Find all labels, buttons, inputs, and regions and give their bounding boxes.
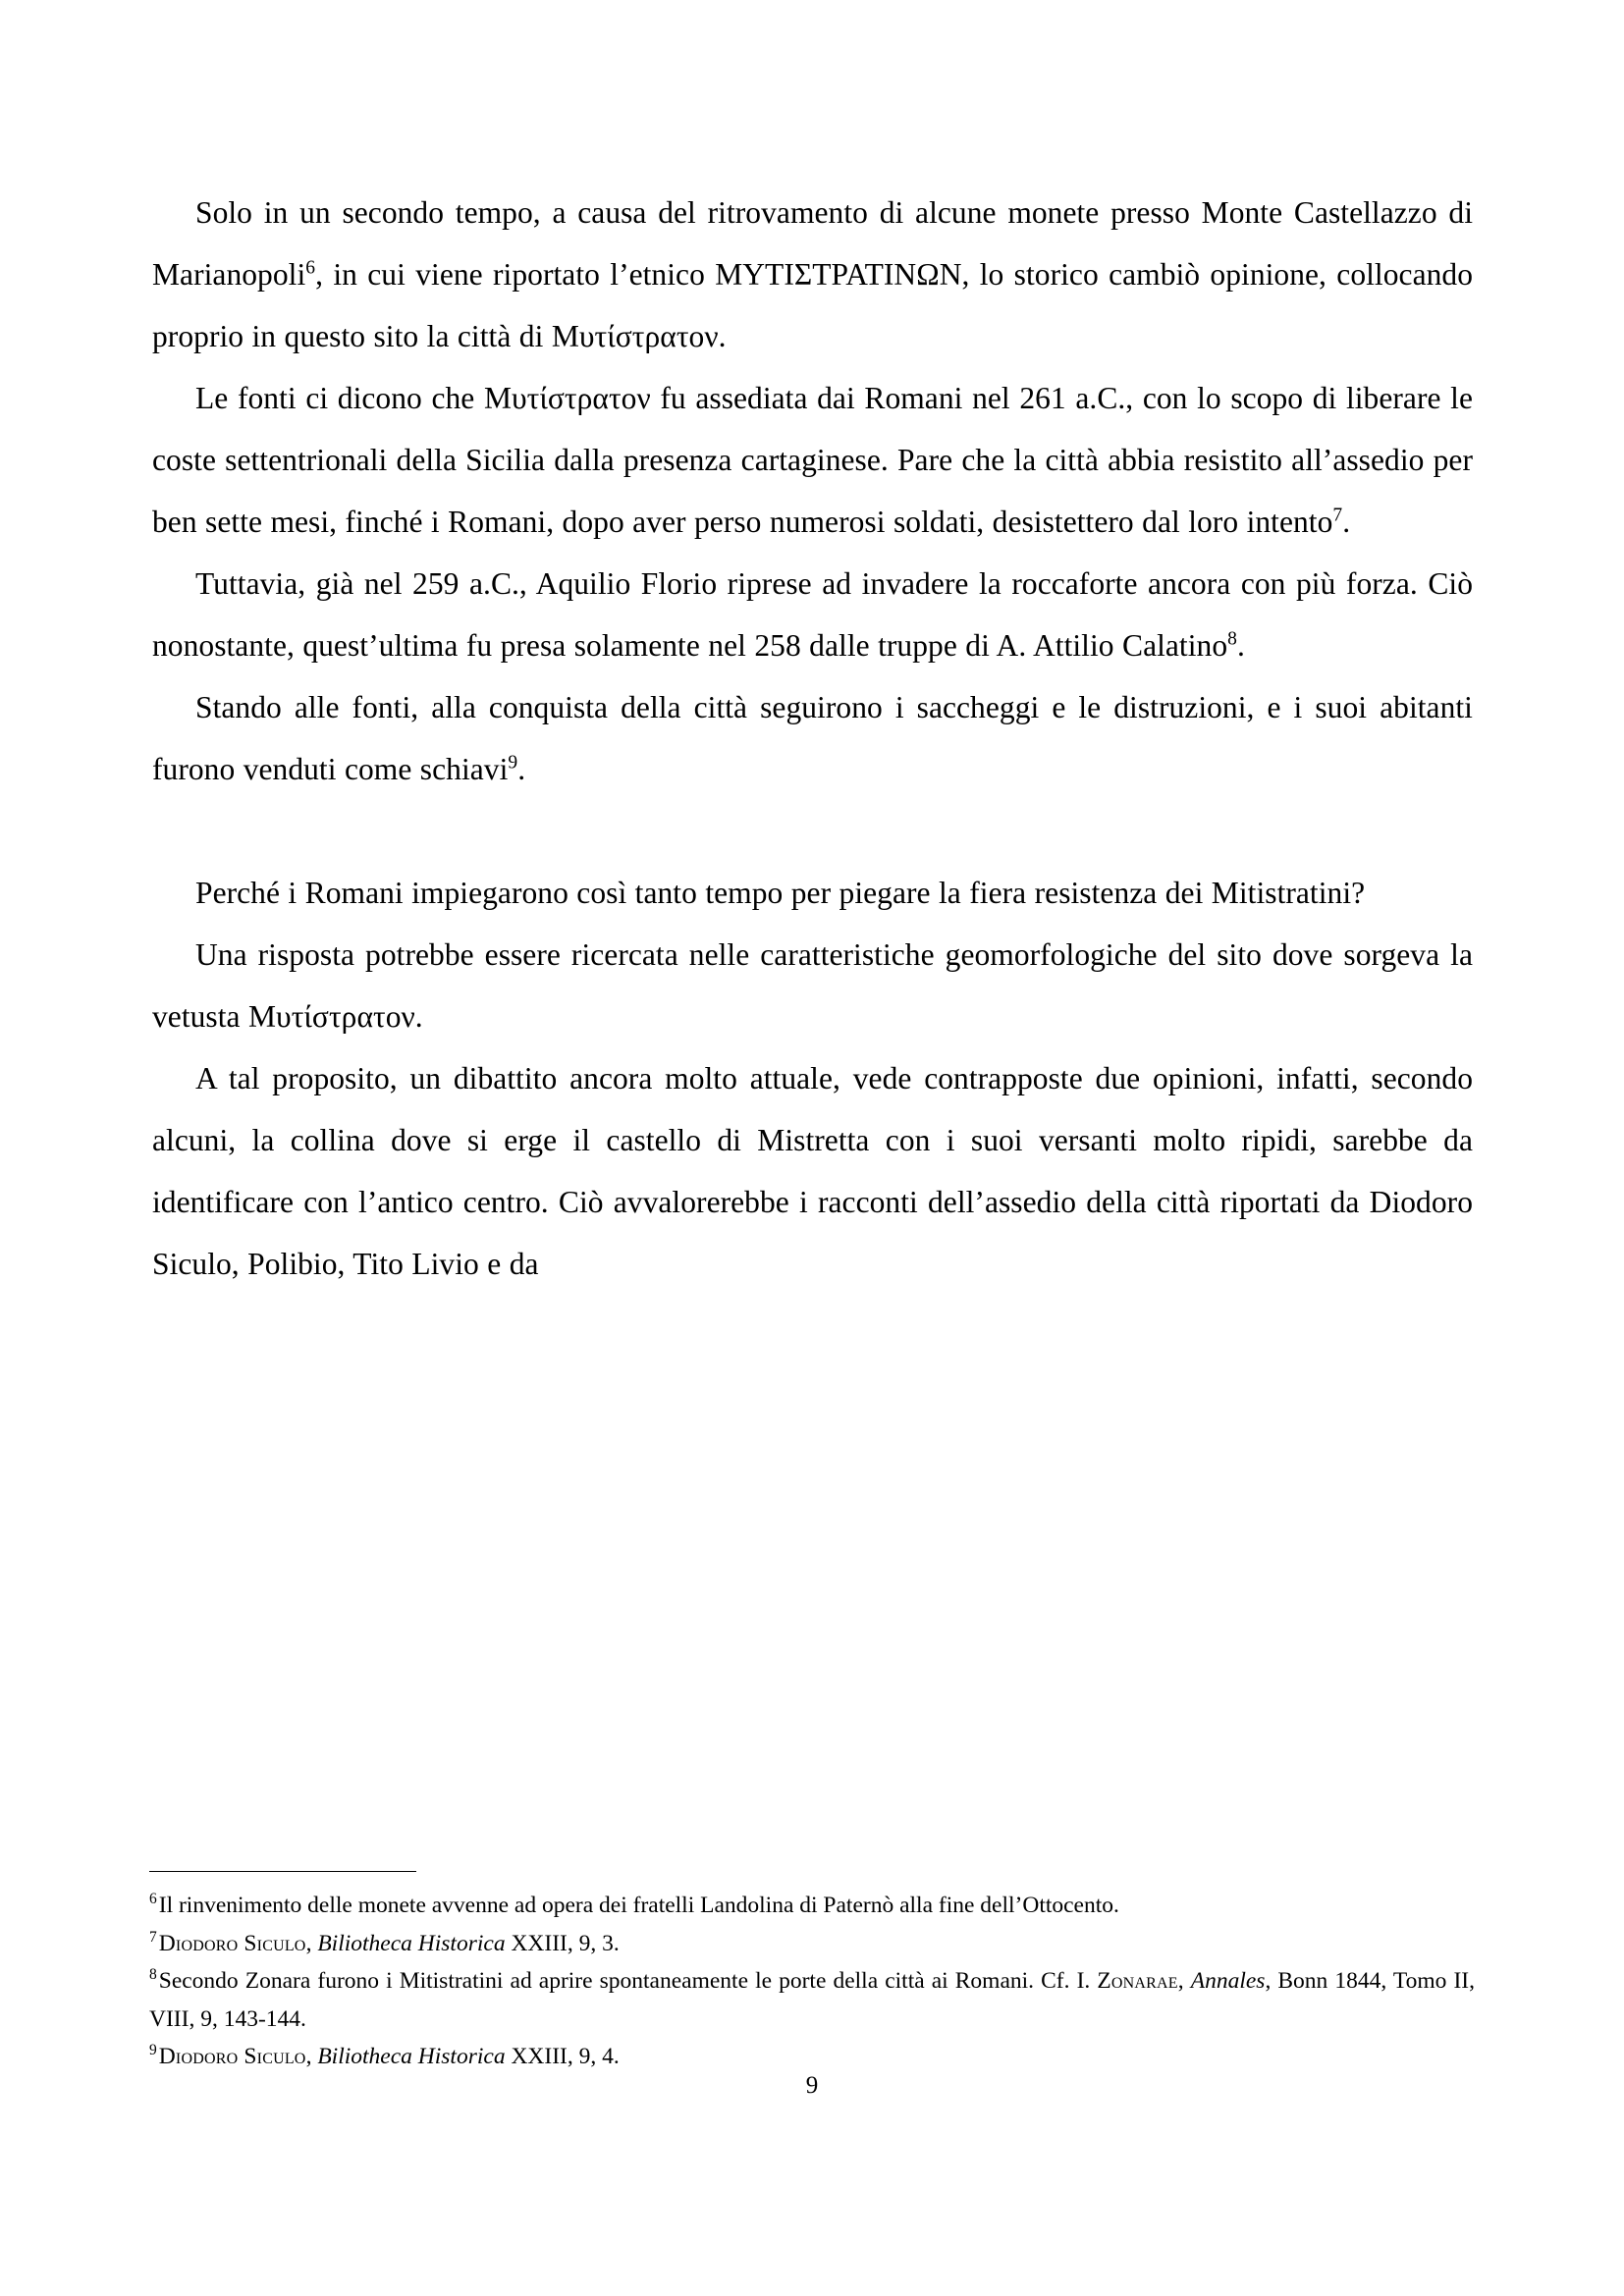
footnote-6 bbox=[149, 1887, 1475, 1925]
footnote-9 bbox=[149, 2038, 1475, 2076]
paragraph-6 bbox=[152, 924, 1473, 1047]
footnote-8-number: 8 bbox=[149, 1966, 157, 1984]
paragraph-3-text-after-ref: . bbox=[1236, 628, 1245, 663]
footnote-7-separator: , bbox=[305, 1930, 318, 1956]
paragraph-4-text-after-ref: . bbox=[517, 752, 526, 786]
page-number: 9 bbox=[805, 2072, 819, 2099]
footnote-8-author: Zonarae bbox=[1097, 1968, 1178, 1994]
paragraph-5-text: Perché i Romani impiegarono così tanto tempo per piegare la fiera resistenza dei Mitistratini? bbox=[195, 876, 1366, 910]
paragraph-2-text-after-ref: . bbox=[1342, 505, 1351, 539]
paragraph-7 bbox=[152, 1047, 1473, 1295]
paragraph-5 bbox=[152, 862, 1473, 924]
paragraph-6-text: Una risposta potrebbe essere ricercata nelle caratteristiche geomorfologiche del sito dove sorgeva la vetusta Μυτίστρατον. bbox=[152, 937, 1473, 1034]
paragraph-3 bbox=[152, 553, 1473, 676]
footnote-9-separator: , bbox=[305, 2044, 318, 2069]
footnote-7 bbox=[149, 1925, 1475, 1963]
footnote-7-work: Biliotheca Historica bbox=[317, 1930, 506, 1956]
footnote-9-author: Diodoro Siculo bbox=[158, 2044, 306, 2069]
footnote-8-reference: , Bonn 1844, Tomo II, VIII, 9, 143-144. bbox=[149, 1968, 1475, 2032]
body-text-block bbox=[152, 182, 1473, 1295]
paragraph-1 bbox=[152, 182, 1473, 367]
paragraph-4-text-before-ref: Stando alle fonti, alla conquista della città seguirono i saccheggi e le distruzioni, e i suoi abitanti furono venduti come schiavi bbox=[152, 690, 1473, 786]
footnote-7-number: 7 bbox=[149, 1928, 157, 1946]
footnotes-block bbox=[149, 1887, 1475, 2076]
paragraph-3-text-before-ref: Tuttavia, già nel 259 a.C., Aquilio Florio riprese ad invadere la roccaforte ancora con più forza. Ciò nonostante, quest’ultima fu presa solamente nel 258 dalle truppe di A. Attilio Calatino bbox=[152, 566, 1473, 663]
footnote-9-work: Biliotheca Historica bbox=[317, 2044, 506, 2069]
paragraph-1-text-before-ref: Solo in un secondo tempo, a causa del ritrovamento di alcune monete presso Monte Castellazzo di Marianopoli bbox=[152, 195, 1473, 292]
footnote-9-number: 9 bbox=[149, 2042, 157, 2059]
paragraph-spacer bbox=[152, 800, 1473, 862]
footnote-6-text: Il rinvenimento delle monete avvenne ad opera dei fratelli Landolina di Paternò alla fine dell’Ottocento. bbox=[158, 1893, 1119, 1918]
paragraph-2-text-before-ref: Le fonti ci dicono che Μυτίστρατον fu assediata dai Romani nel 261 a.C., con lo scopo di liberare le coste settentrionali della Sicilia dalla presenza cartaginese. Pare che la città abbia resistito all’assedio per ben sette mesi, finché i Romani, dopo aver perso numerosi soldati, desistettero dal loro intento bbox=[152, 381, 1473, 539]
footnote-ref-6[interactable]: 6 bbox=[305, 257, 316, 279]
footnote-7-author: Diodoro Siculo bbox=[158, 1930, 306, 1956]
footnote-8-separator: , bbox=[1177, 1968, 1191, 1994]
paragraph-1-text-after-ref: , in cui viene riportato l’etnico ΜΥΤΙΣΤΡΑΤΙΝΩΝ, lo storico cambiò opinione, collocando proprio in questo sito la città di Μυτίστρατον. bbox=[152, 257, 1473, 353]
footnote-separator-rule bbox=[149, 1871, 416, 1872]
footnote-ref-9[interactable]: 9 bbox=[508, 752, 518, 774]
footnote-8-text-part1: Secondo Zonara furono i Mitistratini ad aprire spontaneamente le porte della città ai Romani. Cf. I. bbox=[158, 1968, 1098, 1994]
footnote-6-number: 6 bbox=[149, 1891, 157, 1908]
footnote-7-reference: XXIII, 9, 3. bbox=[505, 1930, 620, 1956]
footnote-ref-8[interactable]: 8 bbox=[1227, 628, 1237, 650]
footnote-9-reference: XXIII, 9, 4. bbox=[505, 2044, 620, 2069]
footnote-8 bbox=[149, 1962, 1475, 2038]
paragraph-2 bbox=[152, 367, 1473, 553]
footnote-8-work: Annales bbox=[1190, 1968, 1266, 1994]
paragraph-7-text: A tal proposito, un dibattito ancora molto attuale, vede contrapposte due opinioni, infatti, secondo alcuni, la collina dove si erge il castello di Mistretta con i suoi versanti molto ripidi, sarebbe da identificare con l’antico centro. Ciò avvalorerebbe i racconti dell’assedio della città riportati da Diodoro Siculo, Polibio, Tito Livio e da bbox=[152, 1061, 1473, 1281]
footnote-ref-7[interactable]: 7 bbox=[1332, 505, 1343, 526]
paragraph-4 bbox=[152, 676, 1473, 800]
